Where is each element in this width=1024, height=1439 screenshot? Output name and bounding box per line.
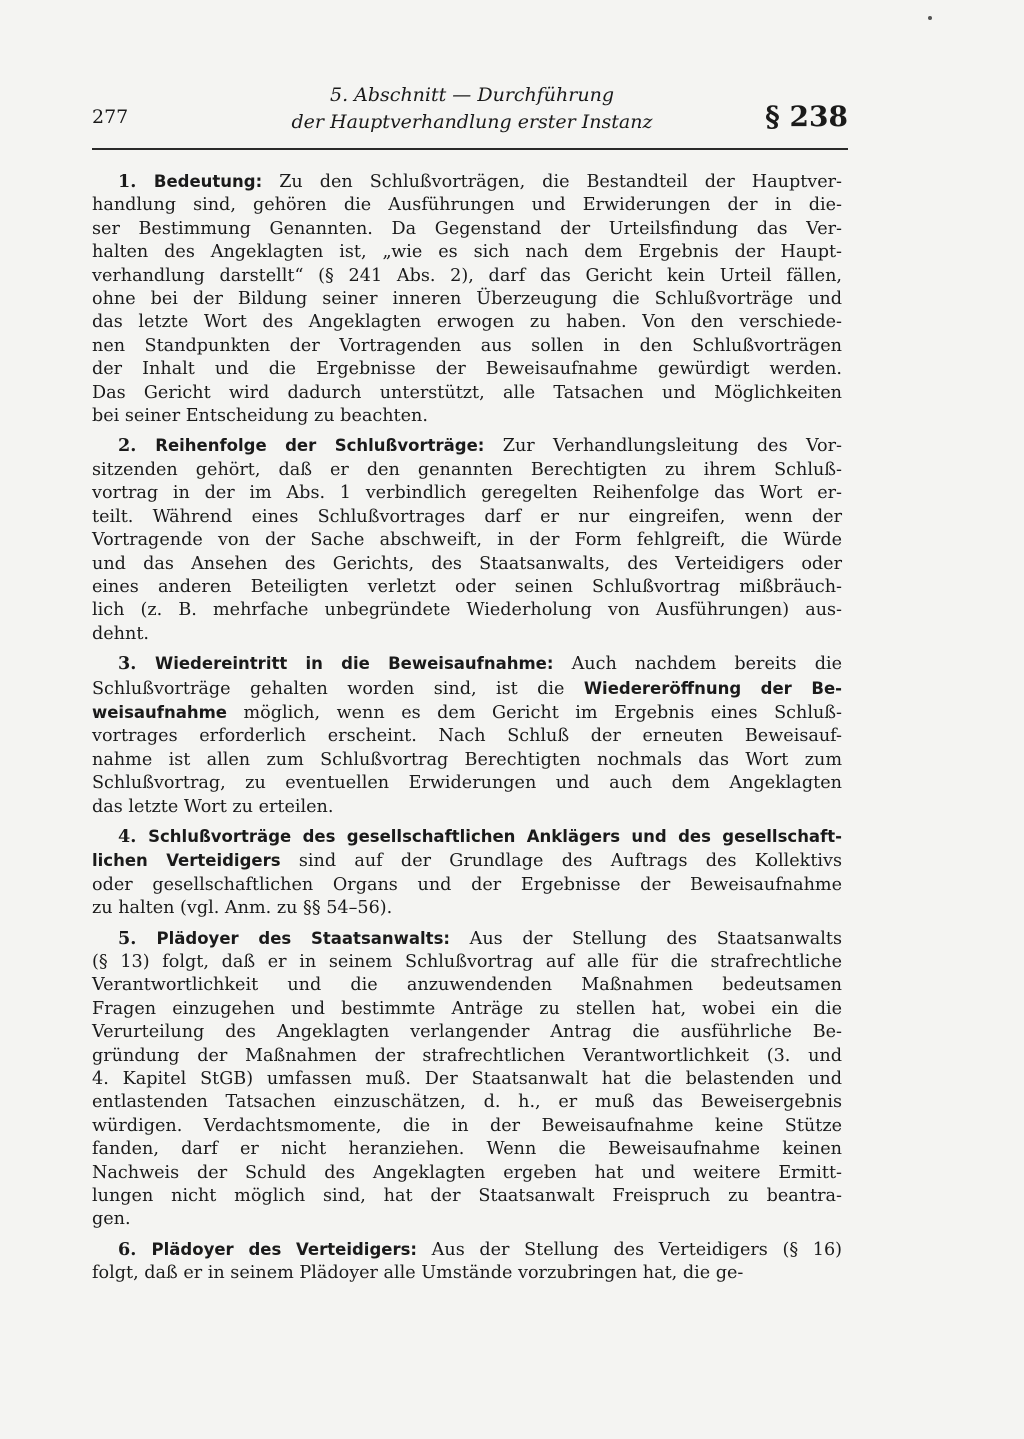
emphasis-text: weisaufnahme xyxy=(92,702,227,722)
annotation-paragraph xyxy=(92,434,842,646)
text-line xyxy=(92,1115,842,1138)
line-text: Verantwortlichkeit und die anzuwendenden Maßnahmen bedeutsamen xyxy=(92,975,842,996)
text-line xyxy=(92,974,842,997)
text-line xyxy=(92,335,842,358)
text-line xyxy=(92,701,842,725)
page-header xyxy=(92,78,848,150)
paragraph-number: § 238 xyxy=(765,100,848,133)
line-text: nen Standpunkten der Vortragenden aus sollen in den Schlußvorträgen xyxy=(92,335,842,356)
text-line xyxy=(92,576,842,599)
line-text: Aus der Stellung des Staatsanwalts xyxy=(450,928,842,949)
paragraph-number-label: 3. xyxy=(118,653,156,675)
annotation-paragraph xyxy=(92,825,842,921)
line-text: Verurteilung des Angeklagten verlangender Antrag die ausführliche Be- xyxy=(92,1022,842,1043)
line-text: das letzte Wort des Angeklagten erwogen zu haben. Von den verschiede- xyxy=(92,312,842,333)
line-text: sitzenden gehört, daß er den genannten Berechtigten zu ihrem Schluß- xyxy=(92,459,842,480)
line-text: nahme ist allen zum Schlußvortrag Berechtigten nochmals das Wort zum xyxy=(92,749,842,770)
paragraph-heading: Bedeutung: xyxy=(153,172,263,191)
paragraph-number-label: 5. xyxy=(118,927,157,949)
text-line xyxy=(92,506,842,529)
paragraph-heading: Reihenfolge der Schlußvorträge: xyxy=(155,436,485,456)
line-text: Das Gericht wird dadurch unterstützt, alle Tatsachen und Möglichkeiten xyxy=(92,382,842,403)
text-line xyxy=(92,874,842,897)
line-text: der Inhalt und die Ergebnisse der Beweisaufnahme gewürdigt werden. xyxy=(92,359,842,380)
line-text: gründung der Maßnahmen der strafrechtlichen Verantwortlichkeit (3. und xyxy=(92,1045,842,1066)
text-line xyxy=(92,1021,842,1044)
line-text: und das Ansehen des Gerichts, des Staatsanwalts, des Verteidigers oder xyxy=(92,553,842,574)
paragraph-number-label: 1. xyxy=(118,171,154,192)
line-text: Aus der Stellung des Verteidigers (§ 16) xyxy=(417,1239,842,1260)
line-text: vortrages erforderlich erscheint. Nach Schluß der erneuten Beweisauf- xyxy=(92,726,842,747)
text-line xyxy=(92,796,842,819)
line-text: (§ 13) folgt, daß er in seinem Schlußvortrag auf alle für die strafrechtliche xyxy=(92,952,842,972)
text-line xyxy=(92,434,842,458)
text-line xyxy=(92,1185,842,1208)
line-text: weisaufnahme möglich, wenn es dem Gericht im Ergebnis eines Schluß- xyxy=(92,702,842,723)
line-text: sind auf der Grundlage des Auftrags des Kollektivs xyxy=(280,851,842,872)
text-line xyxy=(92,599,842,622)
paragraph-number-label: 2. xyxy=(118,435,156,457)
line-text: Schlußvorträge gehalten worden sind, ist die Wiedereröffnung der Be- xyxy=(92,678,842,699)
line-text: das letzte Wort zu erteilen. xyxy=(92,796,334,817)
annotation-paragraph xyxy=(92,927,842,1232)
text-line xyxy=(92,749,842,772)
text-line xyxy=(92,382,842,405)
annotation-paragraph xyxy=(92,170,842,428)
line-text: Fragen einzugehen und bestimmte Anträge zu stellen hat, wobei ein die xyxy=(92,998,842,1019)
paragraph-number-label: 6. xyxy=(118,1238,152,1260)
line-text: Auch nachdem bereits die xyxy=(553,654,843,675)
line-text: Zu den Schlußvorträgen, die Bestandteil der Hauptver- xyxy=(262,172,842,192)
line-text: bei seiner Entscheidung zu beachten. xyxy=(92,406,428,427)
text-line xyxy=(92,772,842,795)
line-text: Vortragende von der Sache abschweift, in der Form fehlgreift, die Würde xyxy=(92,530,842,551)
text-line xyxy=(92,218,842,241)
text-line xyxy=(92,194,842,217)
line-text: ohne bei der Bildung seiner inneren Überzeugung die Schlußvorträge und xyxy=(92,289,842,310)
paragraph-heading: Plädoyer des Staatsanwalts: xyxy=(156,928,450,948)
line-text: folgt, daß er in seinem Plädoyer alle Umstände vorzubringen hat, die ge- xyxy=(92,1263,744,1284)
line-text: vortrag in der im Abs. 1 verbindlich geregelten Reihenfolge das Wort er- xyxy=(92,483,842,504)
body-text xyxy=(92,170,842,1292)
text-line xyxy=(92,1238,842,1262)
text-line xyxy=(92,553,842,576)
paragraph-heading: Wiedereintritt in die Beweisaufnahme: xyxy=(155,654,554,674)
text-line xyxy=(92,951,842,974)
text-line xyxy=(92,482,842,505)
line-text: 4. Kapitel StGB) umfassen muß. Der Staatsanwalt hat die belastenden und xyxy=(92,1069,842,1090)
line-text: eines anderen Beteiligten verletzt oder seinen Schlußvortrag mißbräuch- xyxy=(92,576,842,597)
header-rule xyxy=(92,148,848,150)
text-line xyxy=(92,529,842,552)
line-text: zu halten (vgl. Anm. zu §§ 54–56). xyxy=(92,898,393,919)
annotation-paragraph xyxy=(92,652,842,819)
text-line xyxy=(92,311,842,334)
line-text: fanden, darf er nicht heranziehen. Wenn die Beweisaufnahme keinen xyxy=(92,1139,842,1160)
text-line xyxy=(92,459,842,482)
line-text: lungen nicht möglich sind, hat der Staatsanwalt Freispruch zu beantra- xyxy=(92,1186,842,1207)
section-title xyxy=(282,82,662,136)
section-title-line-2: der Hauptverhandlung erster Instanz xyxy=(291,111,653,133)
text-line xyxy=(92,405,842,428)
text-line xyxy=(92,725,842,748)
text-line xyxy=(92,1091,842,1114)
paragraph-heading: Schlußvorträge des gesellschaftlichen Anklägers und des gesellschaft- xyxy=(148,826,842,846)
text-line xyxy=(92,849,842,873)
text-line xyxy=(92,170,842,194)
line-text: entlastenden Tatsachen einzuschätzen, d. h., er muß das Beweisergebnis xyxy=(92,1092,842,1113)
line-text: handlung sind, gehören die Ausführungen und Erwiderungen der in die- xyxy=(92,195,842,216)
line-text: Schlußvortrag, zu eventuellen Erwiderungen und auch dem Angeklagten xyxy=(92,773,842,794)
paragraph-number-label: 4. xyxy=(118,825,149,847)
line-text: würdigen. Verdachtsmomente, die in der Beweisaufnahme keine Stütze xyxy=(92,1115,842,1136)
text-line xyxy=(92,1262,842,1285)
paragraph-heading: Plädoyer des Verteidigers: xyxy=(151,1239,418,1259)
text-line xyxy=(92,623,842,646)
annotation-paragraph xyxy=(92,1238,842,1286)
text-line xyxy=(92,825,842,849)
line-text: oder gesellschaftlichen Organs und der Ergebnisse der Beweisaufnahme xyxy=(92,874,842,895)
text-line xyxy=(92,241,842,264)
line-text: Nachweis der Schuld des Angeklagten ergeben hat und weitere Ermitt- xyxy=(92,1162,842,1183)
line-text: dehnt. xyxy=(92,623,149,644)
paragraph-heading: lichen Verteidigers xyxy=(92,851,281,871)
text-line xyxy=(92,677,842,701)
text-line xyxy=(92,1045,842,1068)
line-text: ser Bestimmung Genannten. Da Gegenstand der Urteilsfindung das Ver- xyxy=(92,218,842,239)
text-line xyxy=(92,998,842,1021)
text-line xyxy=(92,1138,842,1161)
text-line xyxy=(92,358,842,381)
text-line xyxy=(92,1162,842,1185)
line-text: Zur Verhandlungsleitung des Vor- xyxy=(484,436,842,457)
line-text: verhandlung darstellt“ (§ 241 Abs. 2), darf das Gericht kein Urteil fällen, xyxy=(92,265,842,286)
text-line xyxy=(92,652,842,676)
text-line xyxy=(92,1068,842,1091)
line-text: teilt. Während eines Schlußvortrages darf er nur eingreifen, wenn der xyxy=(92,506,842,527)
page-number: 277 xyxy=(92,106,129,128)
line-text: lich (z. B. mehrfache unbegründete Wiederholung von Ausführungen) aus- xyxy=(92,600,842,621)
text-line xyxy=(92,897,842,920)
scan-speck xyxy=(928,16,932,20)
section-title-line-1: 5. Abschnitt — Durchführung xyxy=(330,84,614,106)
line-text: halten des Angeklagten ist, „wie es sich nach dem Ergebnis der Haupt- xyxy=(92,242,842,263)
line-text: gen. xyxy=(92,1209,131,1230)
text-line xyxy=(92,288,842,311)
text-line xyxy=(92,1208,842,1231)
emphasis-text: Wiedereröffnung der Be- xyxy=(583,678,842,698)
text-line xyxy=(92,927,842,951)
text-line xyxy=(92,265,842,288)
